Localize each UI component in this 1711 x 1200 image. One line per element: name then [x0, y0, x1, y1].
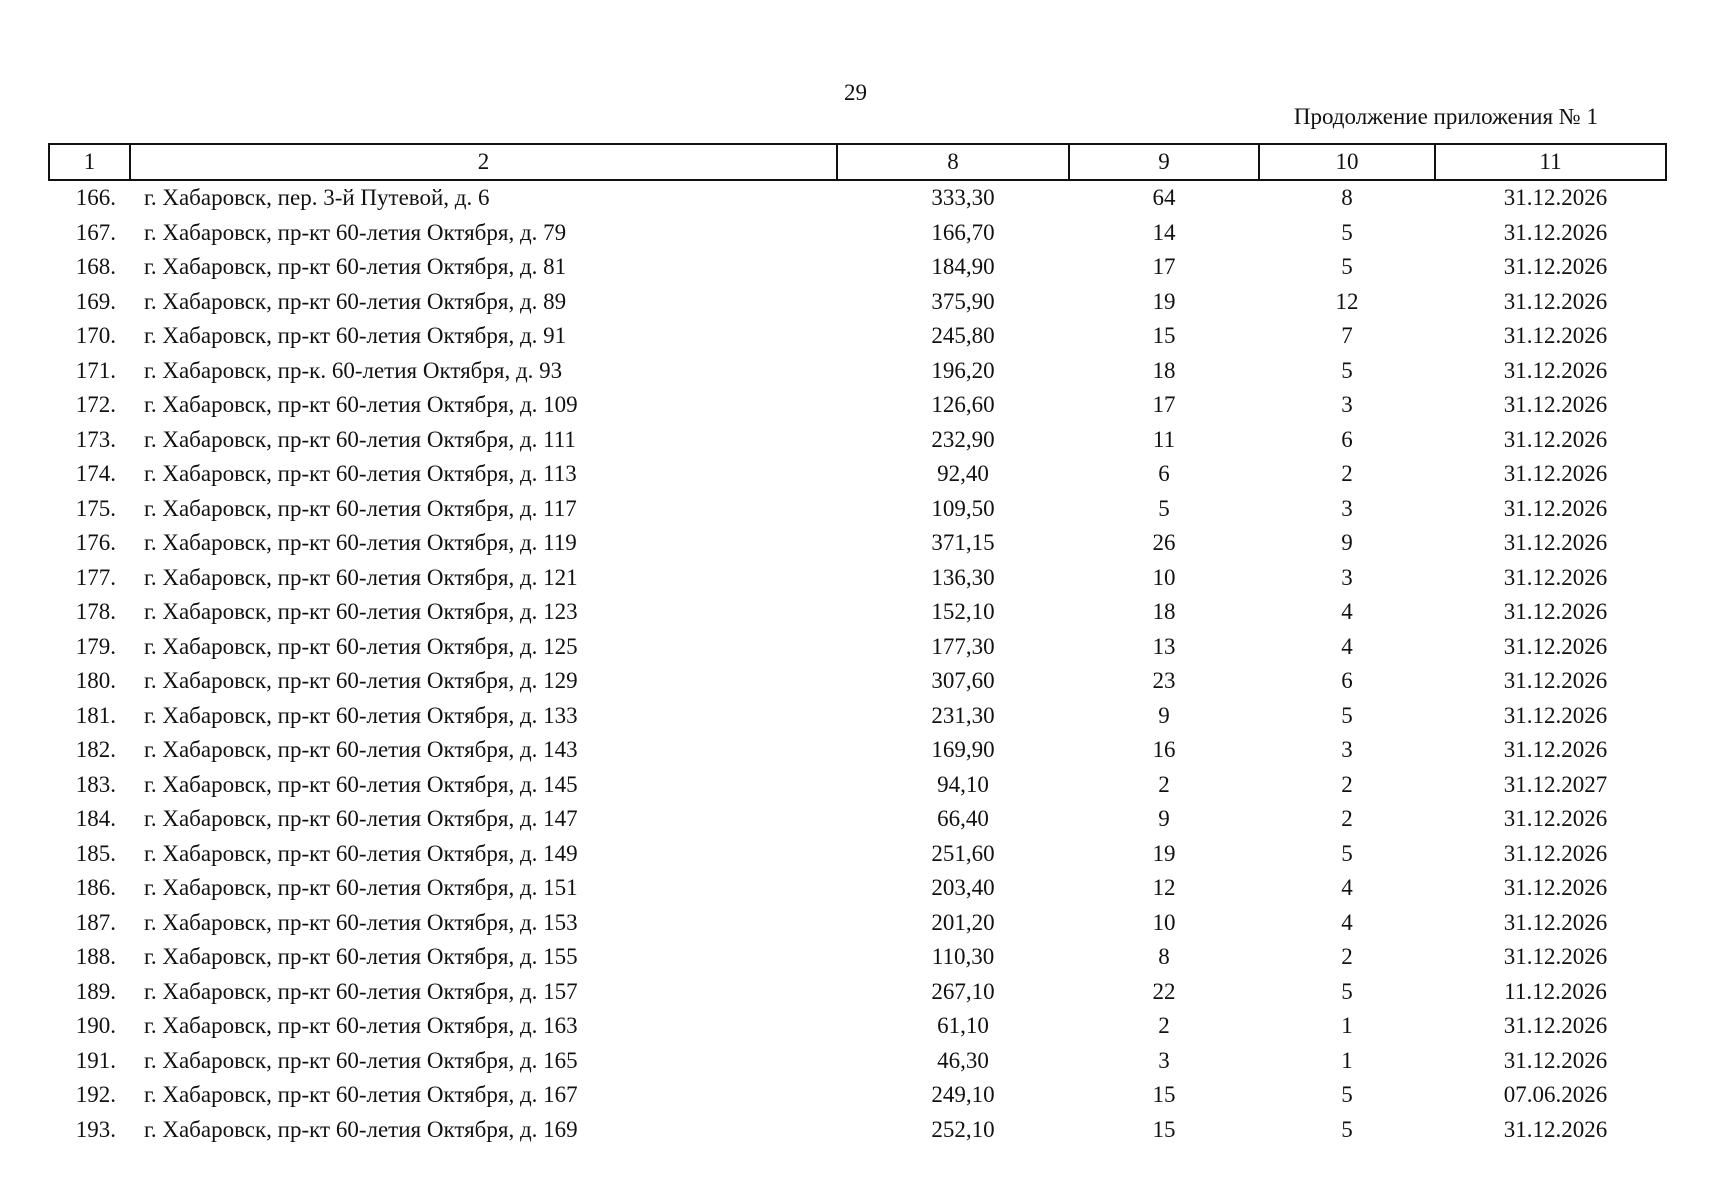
area-cell: 177,30	[931, 633, 995, 659]
date-cell: 31.12.2027	[1503, 771, 1608, 797]
column-header-8: 8	[837, 144, 1069, 180]
area-cell: 249,10	[931, 1082, 995, 1108]
table-row	[49, 1044, 1666, 1079]
area-cell: 267,10	[931, 978, 995, 1004]
column-9-cell: 16	[1152, 737, 1176, 763]
address-cell: г. Хабаровск, пр-кт 60-летия Октября, д. 129	[144, 668, 578, 694]
area-cell: 92,40	[937, 461, 989, 487]
table-row	[49, 733, 1666, 768]
column-header-1: 1	[49, 144, 130, 180]
area-cell: 126,60	[931, 392, 995, 418]
column-10-cell: 4	[1341, 633, 1353, 659]
column-9-cell: 26	[1152, 530, 1176, 556]
address-cell: г. Хабаровск, пр-кт 60-летия Октября, д. 119	[144, 530, 577, 556]
table-row	[49, 354, 1666, 389]
column-9-cell: 2	[1158, 771, 1170, 797]
table-row	[49, 906, 1666, 941]
area-cell: 152,10	[931, 599, 995, 625]
column-9-cell: 13	[1152, 633, 1176, 659]
row-number: 191.	[75, 1047, 116, 1073]
date-cell: 31.12.2026	[1503, 668, 1608, 694]
area-cell: 252,10	[931, 1116, 995, 1142]
row-number: 181.	[75, 702, 116, 728]
area-cell: 66,40	[937, 806, 989, 832]
date-cell: 31.12.2026	[1503, 944, 1608, 970]
column-10-cell: 8	[1341, 185, 1353, 211]
table-row	[49, 630, 1666, 665]
column-header-2: 2	[130, 144, 837, 180]
date-cell: 31.12.2026	[1503, 633, 1608, 659]
date-cell: 31.12.2026	[1503, 1047, 1608, 1073]
table-row	[49, 250, 1666, 285]
address-cell: г. Хабаровск, пр-кт 60-летия Октября, д. 81	[144, 254, 567, 280]
address-cell: г. Хабаровск, пр-кт 60-летия Октября, д. 125	[144, 633, 578, 659]
column-9-cell: 2	[1158, 1013, 1170, 1039]
column-9-cell: 14	[1152, 219, 1176, 245]
column-9-cell: 19	[1152, 840, 1176, 866]
table-row	[49, 1113, 1666, 1148]
column-10-cell: 3	[1341, 392, 1353, 418]
row-number: 176.	[75, 530, 116, 556]
row-number: 166.	[75, 185, 116, 211]
area-cell: 109,50	[931, 495, 995, 521]
area-cell: 333,30	[931, 185, 995, 211]
date-cell: 31.12.2026	[1503, 219, 1608, 245]
column-10-cell: 5	[1341, 840, 1353, 866]
date-cell: 31.12.2026	[1503, 357, 1608, 383]
column-10-cell: 1	[1341, 1047, 1353, 1073]
row-number: 182.	[75, 737, 116, 763]
table-row	[49, 492, 1666, 527]
register-sheet	[48, 143, 1667, 1147]
area-cell: 46,30	[937, 1047, 989, 1073]
date-cell: 31.12.2026	[1503, 323, 1608, 349]
date-cell: 31.12.2026	[1503, 392, 1608, 418]
column-9-cell: 22	[1152, 978, 1176, 1004]
area-cell: 232,90	[931, 426, 995, 452]
column-9-cell: 17	[1152, 392, 1176, 418]
address-cell: г. Хабаровск, пр-кт 60-летия Октября, д. 165	[144, 1047, 578, 1073]
address-cell: г. Хабаровск, пр-кт 60-летия Октября, д. 157	[144, 978, 578, 1004]
table-row	[49, 319, 1666, 354]
column-header-9: 9	[1069, 144, 1259, 180]
column-10-cell: 4	[1341, 599, 1353, 625]
area-cell: 375,90	[931, 288, 995, 314]
area-cell: 184,90	[931, 254, 995, 280]
column-10-cell: 5	[1341, 702, 1353, 728]
table-row	[49, 1009, 1666, 1044]
header-row	[49, 144, 1666, 180]
row-number: 189.	[75, 978, 116, 1004]
column-10-cell: 5	[1341, 254, 1353, 280]
date-cell: 07.06.2026	[1503, 1082, 1608, 1108]
table-row	[49, 802, 1666, 837]
row-number: 168.	[75, 254, 116, 280]
column-10-cell: 6	[1341, 426, 1353, 452]
date-cell: 31.12.2026	[1503, 875, 1608, 901]
row-number: 179.	[75, 633, 116, 659]
column-10-cell: 12	[1335, 288, 1359, 314]
row-number: 192.	[75, 1082, 116, 1108]
column-9-cell: 9	[1158, 806, 1170, 832]
column-9-cell: 8	[1158, 944, 1170, 970]
date-cell: 31.12.2026	[1503, 840, 1608, 866]
table-row	[49, 699, 1666, 734]
table-row	[49, 1078, 1666, 1113]
column-9-cell: 64	[1152, 185, 1176, 211]
column-9-cell: 19	[1152, 288, 1176, 314]
column-9-cell: 6	[1158, 461, 1170, 487]
date-cell: 31.12.2026	[1503, 564, 1608, 590]
table-row	[49, 180, 1666, 216]
column-10-cell: 7	[1341, 323, 1353, 349]
row-number: 187.	[75, 909, 116, 935]
row-number: 188.	[75, 944, 116, 970]
row-number: 185.	[75, 840, 116, 866]
column-9-cell: 17	[1152, 254, 1176, 280]
row-number: 175.	[75, 495, 116, 521]
area-cell: 166,70	[931, 219, 995, 245]
table-row	[49, 871, 1666, 906]
row-number: 169.	[75, 288, 116, 314]
column-10-cell: 3	[1341, 737, 1353, 763]
table-row	[49, 940, 1666, 975]
address-cell: г. Хабаровск, пр-кт 60-летия Октября, д. 155	[144, 944, 578, 970]
row-number: 193.	[75, 1116, 116, 1142]
date-cell: 31.12.2026	[1503, 599, 1608, 625]
row-number: 177.	[75, 564, 116, 590]
table-row	[49, 285, 1666, 320]
address-cell: г. Хабаровск, пр-кт 60-летия Октября, д. 147	[144, 806, 578, 832]
column-9-cell: 15	[1152, 1116, 1176, 1142]
date-cell: 31.12.2026	[1503, 530, 1608, 556]
row-number: 186.	[75, 875, 116, 901]
table-row	[49, 664, 1666, 699]
date-cell: 31.12.2026	[1503, 1116, 1608, 1142]
address-cell: г. Хабаровск, пр-кт 60-летия Октября, д. 167	[144, 1082, 578, 1108]
column-10-cell: 6	[1341, 668, 1353, 694]
date-cell: 31.12.2026	[1503, 185, 1608, 211]
column-10-cell: 2	[1341, 461, 1353, 487]
column-10-cell: 5	[1341, 1082, 1353, 1108]
address-cell: г. Хабаровск, пр-кт 60-летия Октября, д. 111	[144, 426, 576, 452]
column-10-cell: 9	[1341, 530, 1353, 556]
row-number: 173.	[75, 426, 116, 452]
page-number: 29	[844, 80, 867, 105]
column-9-cell: 10	[1152, 909, 1176, 935]
date-cell: 31.12.2026	[1503, 702, 1608, 728]
row-number: 174.	[75, 461, 116, 487]
date-cell: 31.12.2026	[1503, 426, 1608, 452]
area-cell: 61,10	[937, 1013, 989, 1039]
address-cell: г. Хабаровск, пр-кт 60-летия Октября, д. 145	[144, 771, 578, 797]
area-cell: 94,10	[937, 771, 989, 797]
column-9-cell: 9	[1158, 702, 1170, 728]
column-10-cell: 4	[1341, 909, 1353, 935]
column-9-cell: 18	[1152, 599, 1176, 625]
table-row	[49, 423, 1666, 458]
date-cell: 11.12.2026	[1504, 978, 1607, 1004]
area-cell: 203,40	[931, 875, 995, 901]
area-cell: 136,30	[931, 564, 995, 590]
row-number: 184.	[75, 806, 116, 832]
date-cell: 31.12.2026	[1503, 909, 1608, 935]
table-row	[49, 457, 1666, 492]
column-10-cell: 2	[1341, 944, 1353, 970]
address-cell: г. Хабаровск, пер. 3-й Путевой, д. 6	[144, 185, 490, 211]
date-cell: 31.12.2026	[1503, 461, 1608, 487]
date-cell: 31.12.2026	[1503, 806, 1608, 832]
column-10-cell: 3	[1341, 495, 1353, 521]
area-cell: 371,15	[931, 530, 995, 556]
column-10-cell: 5	[1341, 978, 1353, 1004]
column-header-11: 11	[1435, 144, 1666, 180]
column-10-cell: 5	[1341, 219, 1353, 245]
address-cell: г. Хабаровск, пр-кт 60-летия Октября, д. 91	[144, 323, 567, 349]
column-9-cell: 3	[1158, 1047, 1170, 1073]
address-cell: г. Хабаровск, пр-кт 60-летия Октября, д. 149	[144, 840, 578, 866]
column-9-cell: 10	[1152, 564, 1176, 590]
row-number: 183.	[75, 771, 116, 797]
address-cell: г. Хабаровск, пр-кт 60-летия Октября, д. 123	[144, 599, 578, 625]
date-cell: 31.12.2026	[1503, 495, 1608, 521]
column-10-cell: 4	[1341, 875, 1353, 901]
column-9-cell: 12	[1152, 875, 1176, 901]
area-cell: 110,30	[931, 944, 995, 970]
address-cell: г. Хабаровск, пр-к. 60-летия Октября, д. 93	[144, 357, 563, 383]
area-cell: 307,60	[931, 668, 995, 694]
table-row	[49, 388, 1666, 423]
row-number: 178.	[75, 599, 116, 625]
table-row	[49, 768, 1666, 803]
column-9-cell: 23	[1152, 668, 1176, 694]
column-9-cell: 11	[1152, 426, 1176, 452]
area-cell: 201,20	[931, 909, 995, 935]
area-cell: 196,20	[931, 357, 995, 383]
address-cell: г. Хабаровск, пр-кт 60-летия Октября, д. 133	[144, 702, 578, 728]
table-row	[49, 561, 1666, 596]
table-row	[49, 526, 1666, 561]
date-cell: 31.12.2026	[1503, 1013, 1608, 1039]
address-cell: г. Хабаровск, пр-кт 60-летия Октября, д. 153	[144, 909, 578, 935]
date-cell: 31.12.2026	[1503, 254, 1608, 280]
area-cell: 169,90	[931, 737, 995, 763]
area-cell: 231,30	[931, 702, 995, 728]
row-number: 172.	[75, 392, 116, 418]
row-number: 170.	[75, 323, 116, 349]
column-9-cell: 5	[1158, 495, 1170, 521]
area-cell: 251,60	[931, 840, 995, 866]
column-10-cell: 5	[1341, 357, 1353, 383]
register-body	[49, 180, 1666, 1147]
appendix-continuation-note: Продолжение приложения № 1	[1293, 104, 1598, 129]
address-cell: г. Хабаровск, пр-кт 60-летия Октября, д. 117	[144, 495, 577, 521]
column-10-cell: 3	[1341, 564, 1353, 590]
table-row	[49, 837, 1666, 872]
address-cell: г. Хабаровск, пр-кт 60-летия Октября, д. 143	[144, 737, 578, 763]
column-header-10: 10	[1259, 144, 1435, 180]
row-number: 167.	[75, 219, 116, 245]
address-cell: г. Хабаровск, пр-кт 60-летия Октября, д. 109	[144, 392, 578, 418]
table-row	[49, 595, 1666, 630]
address-cell: г. Хабаровск, пр-кт 60-летия Октября, д. 169	[144, 1116, 578, 1142]
table-row	[49, 216, 1666, 251]
column-9-cell: 15	[1152, 1082, 1176, 1108]
column-9-cell: 15	[1152, 323, 1176, 349]
address-cell: г. Хабаровск, пр-кт 60-летия Октября, д. 89	[144, 288, 567, 314]
address-cell: г. Хабаровск, пр-кт 60-летия Октября, д. 163	[144, 1013, 578, 1039]
address-cell: г. Хабаровск, пр-кт 60-летия Октября, д. 79	[144, 219, 567, 245]
row-number: 180.	[75, 668, 116, 694]
address-cell: г. Хабаровск, пр-кт 60-летия Октября, д. 151	[144, 875, 578, 901]
row-number: 171.	[75, 357, 116, 383]
column-9-cell: 18	[1152, 357, 1176, 383]
address-cell: г. Хабаровск, пр-кт 60-летия Октября, д. 113	[144, 461, 577, 487]
register-table	[48, 143, 1667, 1147]
column-10-cell: 2	[1341, 806, 1353, 832]
column-10-cell: 5	[1341, 1116, 1353, 1142]
table-row	[49, 975, 1666, 1010]
area-cell: 245,80	[931, 323, 995, 349]
column-10-cell: 1	[1341, 1013, 1353, 1039]
address-cell: г. Хабаровск, пр-кт 60-летия Октября, д. 121	[144, 564, 578, 590]
column-10-cell: 2	[1341, 771, 1353, 797]
date-cell: 31.12.2026	[1503, 737, 1608, 763]
row-number: 190.	[75, 1013, 116, 1039]
date-cell: 31.12.2026	[1503, 288, 1608, 314]
